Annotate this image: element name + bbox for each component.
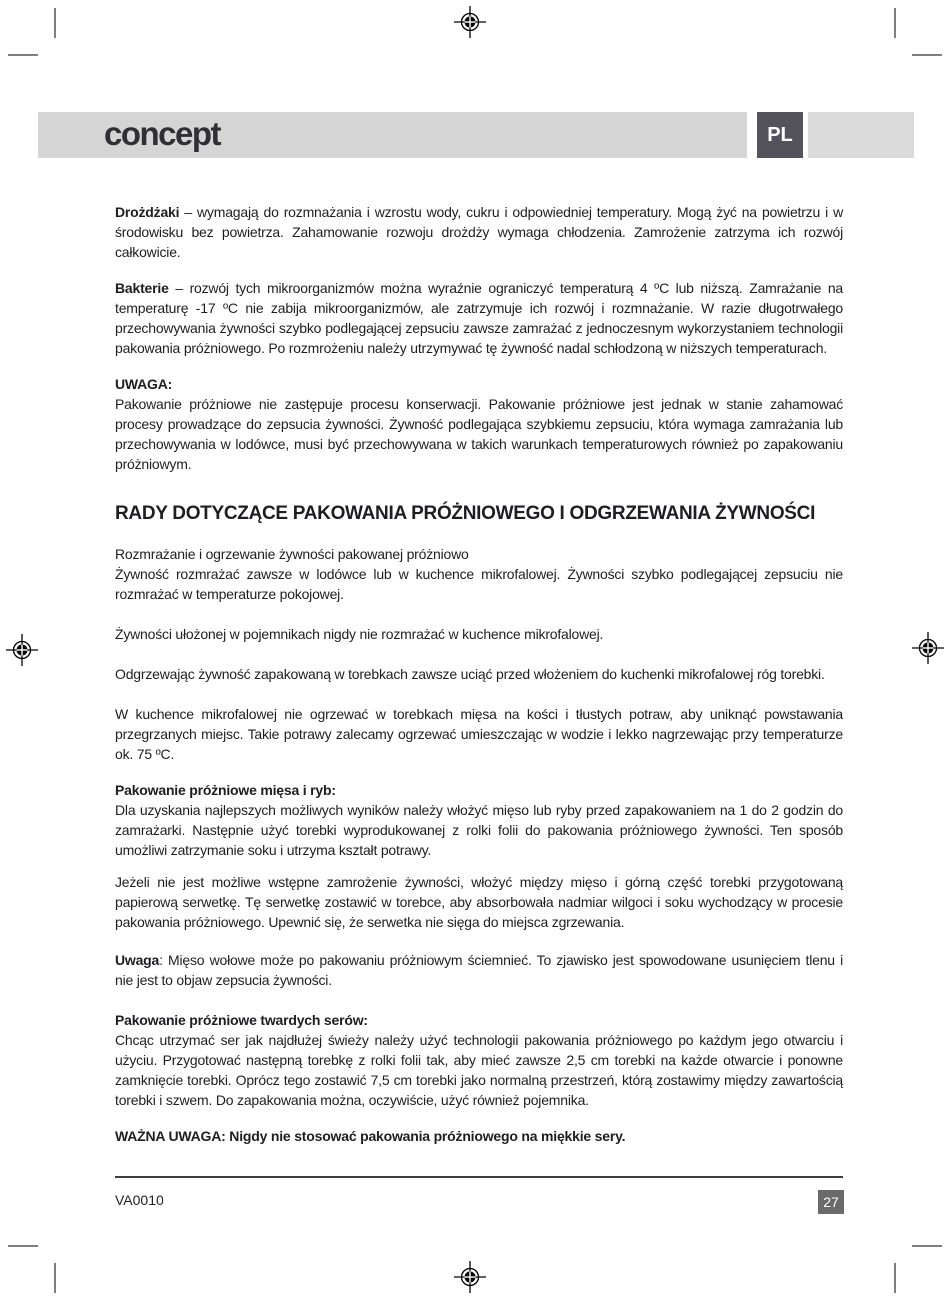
paragraph-yeast	[115, 202, 843, 262]
paragraph-lead-line: Pakowanie próżniowe mięsa i ryb:	[115, 782, 336, 798]
crop-mark-bottom-right-vertical	[894, 1263, 896, 1293]
paragraph-lead-line: Pakowanie próżniowe twardych serów:	[115, 1012, 368, 1028]
crop-mark-top-left-horizontal	[8, 54, 38, 56]
paragraph-lead: Bakterie	[115, 280, 169, 296]
paragraph-notice	[115, 374, 843, 474]
paragraph-defrosting	[115, 544, 843, 604]
crop-mark-bottom-right-horizontal	[912, 1245, 942, 1247]
registration-mark-icon	[452, 1259, 488, 1295]
brand-logo: concept	[104, 115, 221, 152]
paragraph-hard-cheese	[115, 1010, 843, 1110]
registration-mark-icon	[452, 4, 488, 40]
paragraph-bag-corner	[115, 664, 843, 684]
paragraph-subtitle: Rozmrażanie i ogrzewanie żywności pakowanej próżniowo	[115, 546, 469, 562]
crop-mark-top-right-vertical	[894, 8, 896, 38]
page-number-badge: 27	[818, 1190, 844, 1214]
language-badge: PL	[757, 112, 803, 158]
document-body	[115, 202, 843, 1146]
paragraph-text: – rozwój tych mikroorganizmów można wyraźnie ograniczyć temperaturą 4 ºC lub niższą. Zamrażanie na temperaturę -17 ºC nie zabija mikroorganizmów, ale zatrzymuje ich rozwój i rozmnażanie. W razie długotrwałego przechowywania żywności szybko podlegającej zepsuciu zawsze zamrażać z jednoczesnym wykorzystaniem technologii pakowania próżniowego. Po rozmrożeniu należy utrzymywać tę żywność nadal schłodzoną w niższych temperaturach.	[115, 280, 843, 356]
paragraph-lead: Uwaga	[115, 952, 160, 968]
paragraph-important-note: WAŻNA UWAGA: Nigdy nie stosować pakowania próżniowego na miękkie sery.	[115, 1128, 626, 1144]
notice-label: UWAGA:	[115, 376, 173, 392]
registration-mark-icon	[910, 630, 946, 666]
crop-mark-bottom-left-horizontal	[8, 1245, 38, 1247]
paragraph-lead: Drożdżaki	[115, 204, 180, 220]
paragraph-containers	[115, 624, 843, 644]
crop-mark-top-right-horizontal	[912, 54, 942, 56]
paragraph-text: – wymagają do rozmnażania i wzrostu wody, cukru i odpowiedniej temperatury. Mogą żyć na powietrzu i w środowisku bez powietrza. Zahamowanie rozwoju drożdży wymaga chłodzenia. Zamrożenie zatrzyma ich rozwój całkowicie.	[115, 204, 843, 260]
paragraph-text: Chcąc utrzymać ser jak najdłużej świeży należy użyć technologii pakowania próżniowego po każdym jego otwarciu i użyciu. Przygotować następną torebkę z rolki folii tak, aby mieć zawsze 2,5 cm torebki na każde otwarcie i ponowne zamknięcie torebki. Oprócz tego zostawić 7,5 cm torebki jako normalną przestrzeń, którą zostawimy między zawartością torebki i szwem. Do zapakowania można, oczywiście, użyć również pojemnika.	[115, 1032, 843, 1108]
paragraph-text: Odgrzewając żywność zapakowaną w torebkach zawsze uciąć przed włożeniem do kuchenki mikrofalowej róg torebki.	[115, 666, 825, 682]
paragraph-text: W kuchence mikrofalowej nie ogrzewać w torebkach mięsa na kości i tłustych potraw, aby uniknąć powstawania przegrzanych miejsc. Takie potrawy zalecamy ogrzewać umieszczając w wodzie i lekko nagrzewając przy temperaturze ok. 75 ºC.	[115, 706, 843, 762]
paragraph-text: : Mięso wołowe może po pakowaniu próżniowym ściemnieć. To zjawisko jest spowodowane usunięciem tlenu i nie jest to objaw zepsucia żywności.	[115, 952, 843, 988]
paragraph-meat-fish	[115, 780, 843, 860]
paragraph-text: Żywności ułożonej w pojemnikach nigdy nie rozmrażać w kuchence mikrofalowej.	[115, 626, 604, 642]
paragraph-microwave	[115, 704, 843, 764]
paragraph-text: Jeżeli nie jest możliwe wstępne zamrożenie żywności, włożyć między mięso i górną część torebki przygotowaną papierową serwetkę. Tę serwetkę zostawić w torebce, aby absorbowała nadmiar wilgoci i soku wychodzący w procesie pakowania próżniowego. Upewnić się, że serwetka nie sięga do miejsca zgrzewania.	[115, 874, 843, 930]
header-band-right	[808, 112, 914, 158]
paragraph-text: Żywność rozmrażać zawsze w lodówce lub w kuchence mikrofalowej. Żywności szybko podlegającej zepsuciu nie rozmrażać w temperaturze pokojowej.	[115, 566, 843, 602]
paragraph-napkin	[115, 872, 843, 932]
paragraph-text: Pakowanie próżniowe nie zastępuje procesu konserwacji. Pakowanie próżniowe jest jednak w stanie zahamować procesy prowadzące do zepsucia żywności. Żywność podlegająca szybkiemu zepsuciu, która wymaga zamrażania lub przechowywania w lodówce, musi być przechowywana w takich warunkach temperaturowych również po zapakowaniu próżniowym.	[115, 396, 843, 472]
paragraph-text: Dla uzyskania najlepszych możliwych wyników należy włożyć mięso lub ryby przed zapakowaniem na 1 do 2 godzin do zamrażarki. Następnie użyć torebki wyprodukowanej z rolki folii do pakowania próżniowego żywności. Ten sposób umożliwi zatrzymanie soku i utrzyma kształt potrawy.	[115, 802, 843, 858]
registration-mark-icon	[4, 632, 40, 668]
crop-mark-top-left-vertical	[54, 8, 56, 38]
footer-divider	[115, 1176, 843, 1178]
model-number: VA0010	[115, 1192, 164, 1208]
header-band	[38, 112, 747, 158]
crop-mark-bottom-left-vertical	[54, 1263, 56, 1293]
paragraph-bacteria	[115, 278, 843, 358]
paragraph-beef-note	[115, 950, 843, 990]
section-heading: RADY DOTYCZĄCE PAKOWANIA PRÓŻNIOWEGO I ODGRZEWANIA ŻYWNOŚCI	[115, 503, 816, 524]
